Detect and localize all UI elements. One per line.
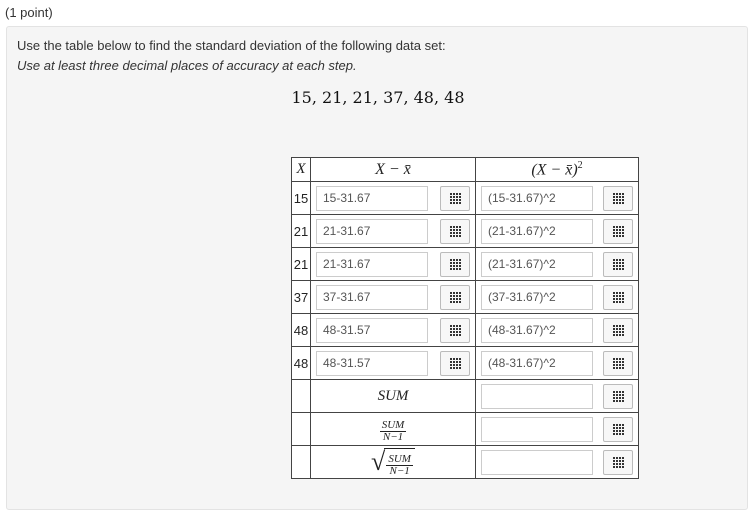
sum-input[interactable] [481,384,593,409]
sum-label: SUM [311,380,476,413]
header-x: X [292,158,311,182]
table-row [292,347,639,380]
x-value: 48 [292,314,311,347]
matrix-grid-icon[interactable] [603,252,633,277]
matrix-grid-icon[interactable] [603,285,633,310]
std-dev-input[interactable] [481,450,593,475]
table-row [292,248,639,281]
header-deviation: X − x̄ [311,158,476,182]
header-squared: (X − x̄)$^2$ [476,158,639,182]
matrix-grid-icon[interactable] [440,318,470,343]
deviation-input[interactable]: 21-31.67 [316,252,428,277]
matrix-grid-icon[interactable] [603,219,633,244]
squared-deviation-input[interactable]: (48-31.67)^2 [481,318,593,343]
table-row [292,281,639,314]
deviation-input[interactable]: 48-31.57 [316,318,428,343]
squared-deviation-input[interactable]: (21-31.67)^2 [481,252,593,277]
matrix-grid-icon[interactable] [603,417,633,442]
variance-label: $\frac{\text{SUM}}{N-1}$ [311,413,476,446]
x-value: 15 [292,182,311,215]
matrix-grid-icon[interactable] [603,384,633,409]
squared-deviation-input[interactable]: (21-31.67)^2 [481,219,593,244]
work-table [291,157,639,479]
squared-deviation-input[interactable]: (48-31.67)^2 [481,351,593,376]
table-row [292,182,639,215]
deviation-input[interactable]: 48-31.57 [316,351,428,376]
deviation-input[interactable]: 21-31.67 [316,219,428,244]
instruction-text: Use the table below to find the standard deviation of the following data set: [17,38,446,53]
deviation-input[interactable]: 37-31.67 [316,285,428,310]
matrix-grid-icon[interactable] [440,219,470,244]
matrix-grid-icon[interactable] [603,450,633,475]
matrix-grid-icon[interactable] [440,285,470,310]
squared-deviation-input[interactable]: (15-31.67)^2 [481,186,593,211]
matrix-grid-icon[interactable] [440,351,470,376]
std-dev-label: √ $\frac{\text{SUM}}{N-1}$ [311,446,476,479]
x-value: 37 [292,281,311,314]
matrix-grid-icon[interactable] [603,351,633,376]
matrix-grid-icon[interactable] [440,252,470,277]
table-row [292,314,639,347]
matrix-grid-icon[interactable] [440,186,470,211]
variance-input[interactable] [481,417,593,442]
table-row [292,215,639,248]
x-value: 21 [292,215,311,248]
matrix-grid-icon[interactable] [603,186,633,211]
matrix-grid-icon[interactable] [603,318,633,343]
accuracy-note: Use at least three decimal places of accuracy at each step. [17,58,357,73]
points-label: (1 point) [5,5,53,20]
squared-deviation-input[interactable]: (37-31.67)^2 [481,285,593,310]
dataset-values: 15, 21, 21, 37, 48, 48 [291,88,465,107]
x-value: 48 [292,347,311,380]
deviation-input[interactable]: 15-31.67 [316,186,428,211]
x-value: 21 [292,248,311,281]
